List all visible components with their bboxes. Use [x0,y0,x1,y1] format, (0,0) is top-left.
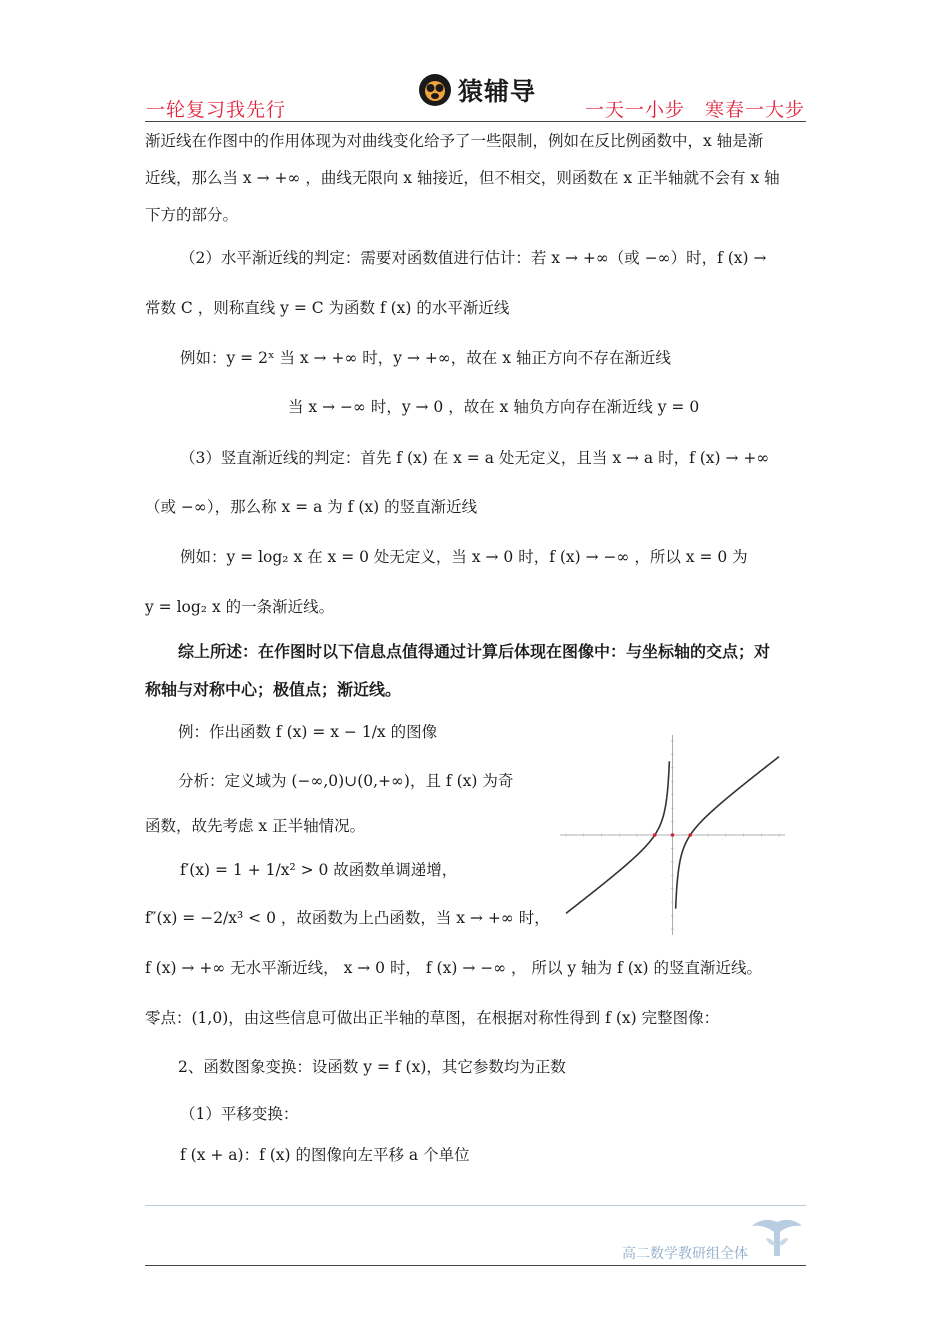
summary-line: 综上所述：在作图时以下信息点值得通过计算后体现在图像中：与坐标轴的交点；对 [178,642,771,661]
footer-divider [145,1205,806,1206]
curve-branch-negative [566,761,669,913]
text-line: （3）竖直渐近线的判定：首先 f (x) 在 x = a 处无定义，且当 x → a 时，f (x) → +∞ [180,449,770,467]
text-line: 下方的部分。 [145,206,239,224]
footer-text: 高二数学教研组全体 [622,1246,748,1262]
example-heading: 例：作出函数 f (x) = x − 1/x 的图像 [178,723,438,741]
section-heading: 2、函数图象变换：设函数 y = f (x)，其它参数均为正数 [178,1058,566,1076]
text-line: 常数 C ，则称直线 y = C 为函数 f (x) 的水平渐近线 [145,299,510,317]
header-brand-logo [418,72,536,108]
text-line: （或 −∞），那么称 x = a 为 f (x) 的竖直渐近线 [145,498,478,516]
text-line: （2）水平渐近线的判定：需要对函数值进行估计：若 x → +∞（或 −∞）时，f (x) → [180,249,767,267]
derivative-line: f′(x) = 1 + 1/x² > 0 故函数单调递增， [180,861,458,879]
text-line: 近线，那么当 x → +∞ ，曲线无限向 x 轴接近，但不相交，则函数在 x 正半轴就不会有 x 轴 [145,169,780,187]
second-derivative-line: f″(x) = −2/x³ < 0 ，故函数为上凸函数，当 x → +∞ 时， [145,909,550,927]
shift-rule-line: f (x + a)：f (x) 的图像向左平移 a 个单位 [180,1146,470,1164]
function-graph [560,735,785,935]
summary-line: 称轴与对称中心；极值点；渐近线。 [145,680,402,699]
header-right-slogan: 一天一小步 寒春一大步 [584,99,805,121]
limit-line: f (x) → +∞ 无水平渐近线， x → 0 时， f (x) → −∞ ， 所以 y 轴为 f (x) 的竖直渐近线。 [145,959,762,977]
key-point [653,833,657,837]
analysis-line: 函数，故先考虑 x 正半轴情况。 [145,817,366,835]
monkey-face-icon [418,73,452,107]
zero-point-line: 零点：(1,0)，由这些信息可做出正半轴的草图，在根据对称性得到 f (x) 完整图像： [145,1009,720,1027]
brand-name: 猿辅导 [458,77,537,106]
header-divider [145,121,806,122]
example-line: 当 x → −∞ 时，y → 0 ，故在 x 轴负方向存在渐近线 y = 0 [288,398,700,416]
analysis-line: 分析：定义域为 (−∞,0)∪(0,+∞)，且 f (x) 为奇 [178,772,514,790]
example-line: 例如：y = 2ˣ 当 x → +∞ 时，y → +∞，故在 x 轴正方向不存在渐近线 [180,349,671,367]
header-left-slogan: 一轮复习我先行 [146,99,287,121]
subsection-heading: （1）平移变换： [180,1105,299,1123]
footer-bottom-rule [145,1265,806,1266]
example-line: y = log₂ x 的一条渐近线。 [145,598,335,616]
text-line: 渐近线在作图中的作用体现为对曲线变化给予了一些限制，例如在反比例函数中，x 轴是渐 [145,132,764,150]
curve-branch-positive [676,757,779,909]
stylized-tree-logo-icon [748,1216,806,1260]
key-point [688,833,692,837]
example-line: 例如：y = log₂ x 在 x = 0 处无定义，当 x → 0 时，f (x) → −∞ ，所以 x = 0 为 [180,548,748,566]
key-point [671,833,675,837]
